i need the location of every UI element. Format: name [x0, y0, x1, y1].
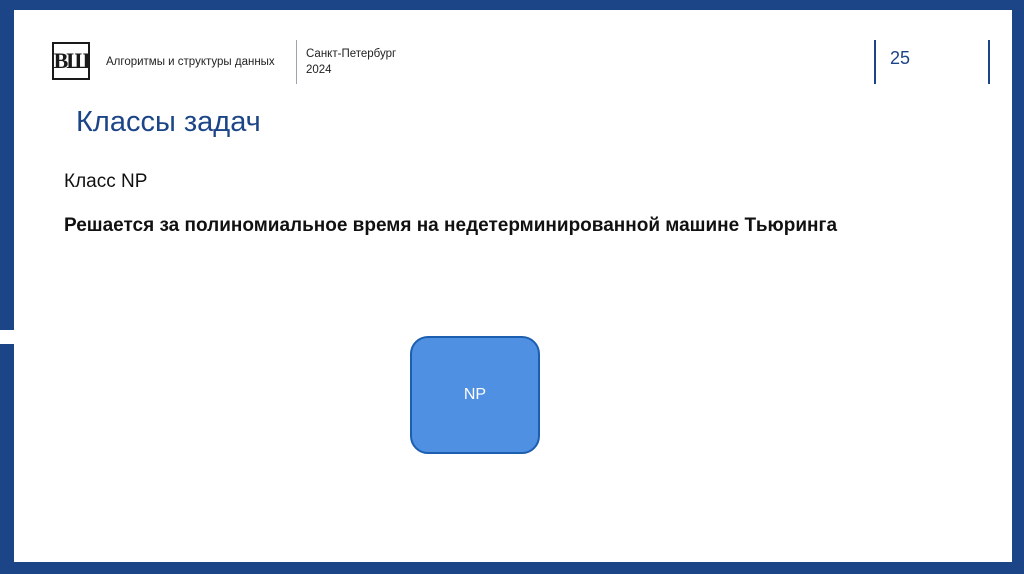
- course-title: Алгоритмы и структуры данных: [106, 56, 275, 68]
- body-line-definition: Решается за полиномиальное время на недетерминированной машине Тьюринга: [64, 215, 838, 236]
- body-line-class-np: Класс NP: [64, 171, 148, 192]
- slide-header: [38, 36, 988, 86]
- frame-bar-left-lower: [0, 344, 14, 574]
- frame-bar-top: [0, 0, 1024, 10]
- frame-bar-right: [1012, 0, 1024, 574]
- location-city: Санкт-Петербург: [306, 48, 397, 60]
- np-set-box: [410, 336, 540, 454]
- header-divider-left: [296, 40, 297, 84]
- frame-bar-bottom: [0, 562, 1024, 574]
- slide-number-divider-right: [988, 40, 990, 84]
- location-year: 2024: [306, 64, 332, 76]
- hse-logo-icon: [52, 42, 90, 80]
- location-block: [306, 46, 396, 78]
- page-title: Классы задач: [76, 106, 261, 138]
- np-set-label: NP: [463, 386, 487, 403]
- slide-number-divider-left: [874, 40, 876, 84]
- slide-canvas: [14, 10, 1012, 562]
- slide-number: 25: [890, 48, 911, 68]
- frame-bar-left-upper: [0, 0, 14, 330]
- hse-logo-glyph: ВШ: [53, 48, 89, 73]
